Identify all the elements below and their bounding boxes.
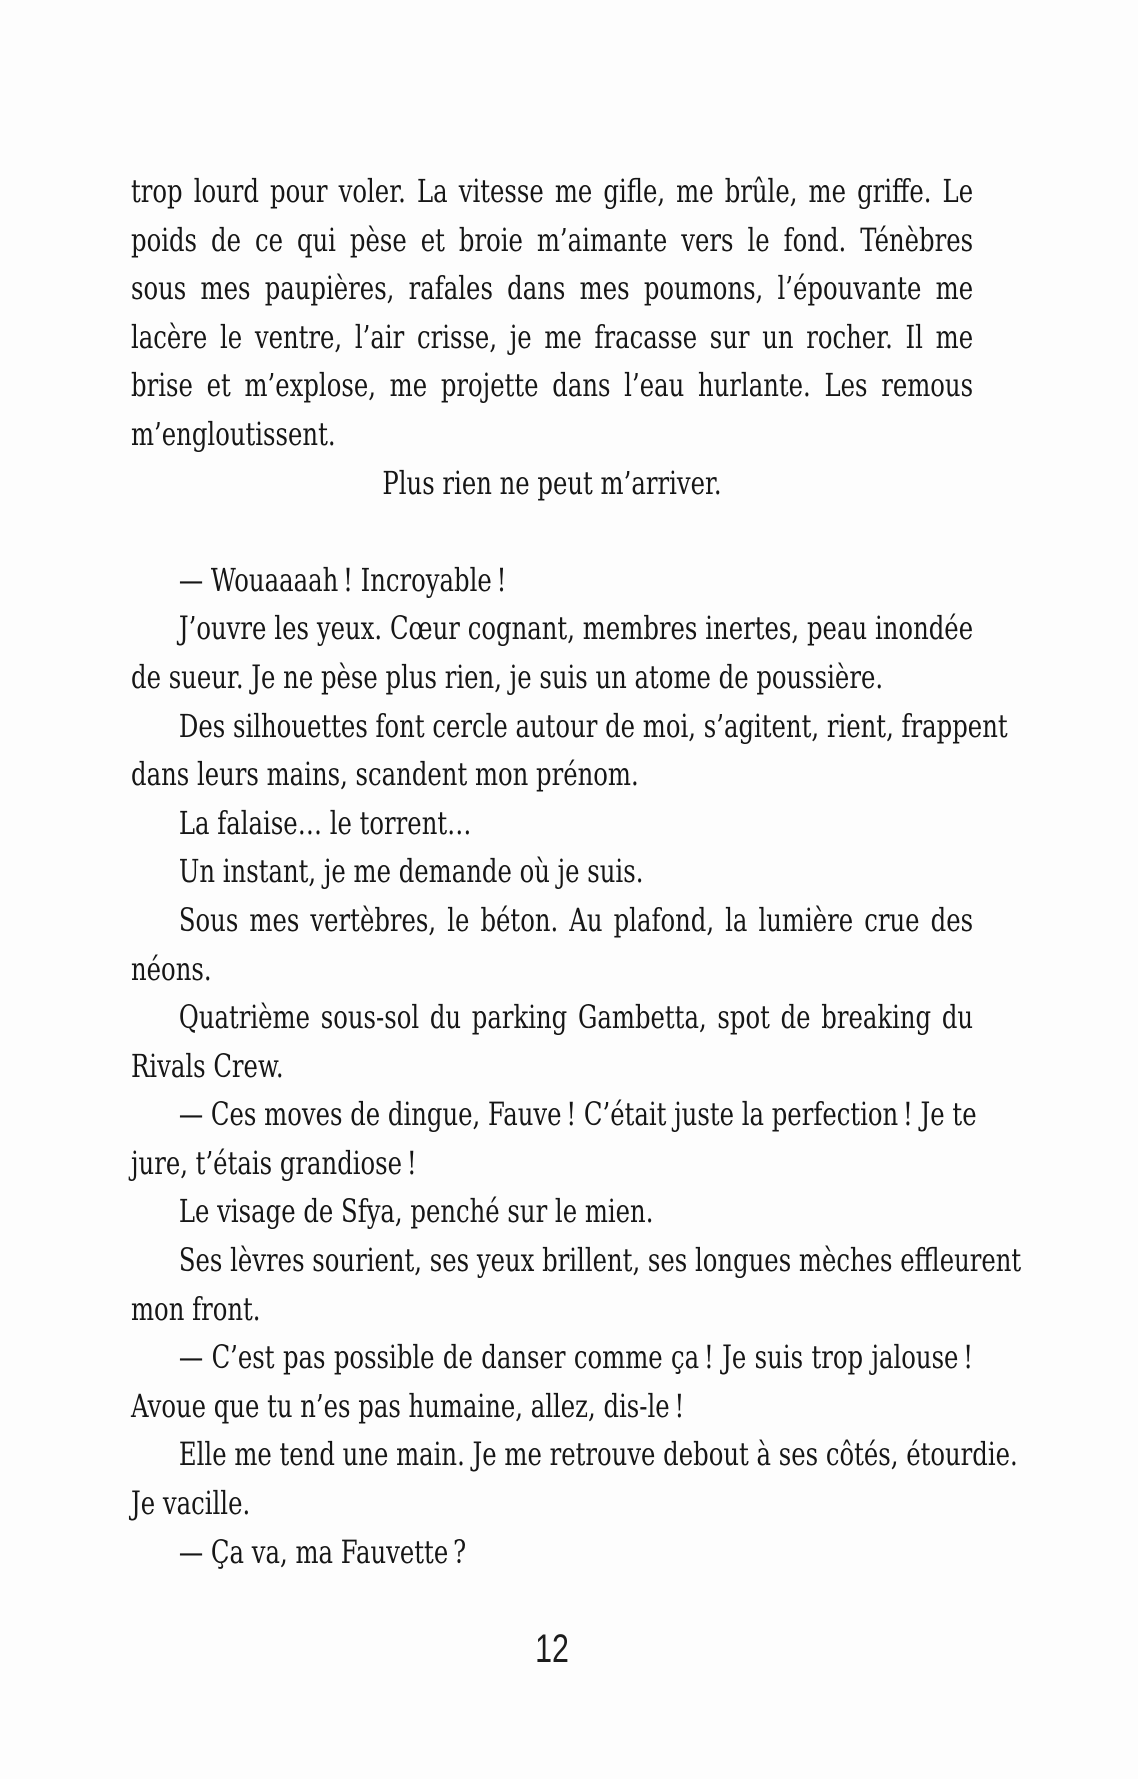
text-line: Je vacille.	[131, 1484, 251, 1523]
text-line: poids de ce qui pèse et broie m’aimante vers le fond. Ténèbres	[131, 220, 974, 259]
text-line: — Wouaaaah ! Incroyable !	[178, 560, 507, 599]
text-line: Ses lèvres sourient, ses yeux brillent, ses longues mèches effleurent	[178, 1241, 1022, 1280]
text-line: Elle me tend une main. Je me retrouve debout à ses côtés, étourdie.	[178, 1435, 1018, 1474]
text-line: de sueur. Je ne pèse plus rien, je suis un atome de poussière.	[131, 657, 884, 696]
text-line: lacère le ventre, l’air crisse, je me fracasse sur un rocher. Il me	[131, 317, 974, 356]
text-line: — C’est pas possible de danser comme ça ! Je suis trop jalouse !	[178, 1338, 974, 1377]
text-column	[131, 167, 1022, 1673]
text-line: — Ça va, ma Fauvette ?	[178, 1532, 467, 1571]
text-line: mon front.	[131, 1289, 261, 1328]
blank-line	[131, 1576, 973, 1625]
text-line: Un instant, je me demande où je suis.	[178, 852, 644, 891]
page-number: 12	[535, 1626, 569, 1671]
text-line: J’ouvre les yeux. Cœur cognant, membres inertes, peau inondée	[178, 609, 974, 648]
text-line: trop lourd pour voler. La vitesse me gifle, me brûle, me griffe. Le	[131, 172, 974, 210]
text-line: brise et m’explose, me projette dans l’eau hurlante. Les remous	[131, 366, 974, 405]
text-line: Rivals Crew.	[131, 1046, 284, 1085]
text-line: Le visage de Sfya, penché sur le mien.	[178, 1192, 654, 1231]
text-line: Quatrième sous-sol du parking Gambetta, spot de breaking du	[178, 998, 974, 1037]
text-line: Plus rien ne peut m’arriver.	[382, 463, 722, 502]
text-line: Des silhouettes font cercle autour de moi, s’agitent, rient, frappent	[178, 706, 1008, 745]
text-line: néons.	[131, 949, 212, 988]
text-line: sous mes paupières, rafales dans mes poumons, l’épouvante me	[131, 269, 974, 308]
text-line: jure, t’étais grandiose !	[131, 1143, 417, 1182]
text-line: Sous mes vertèbres, le béton. Au plafond, la lumière crue des	[178, 900, 974, 939]
text-line: La falaise… le torrent…	[178, 803, 472, 842]
text-line: Avoue que tu n’es pas humaine, allez, dis-le !	[131, 1386, 685, 1425]
text-line: dans leurs mains, scandent mon prénom.	[131, 755, 639, 794]
text-line: m’engloutissent.	[131, 414, 336, 453]
blank-line	[131, 507, 973, 556]
text-line: — Ces moves de dingue, Fauve ! C’était juste la perfection ! Je te	[178, 1095, 977, 1134]
